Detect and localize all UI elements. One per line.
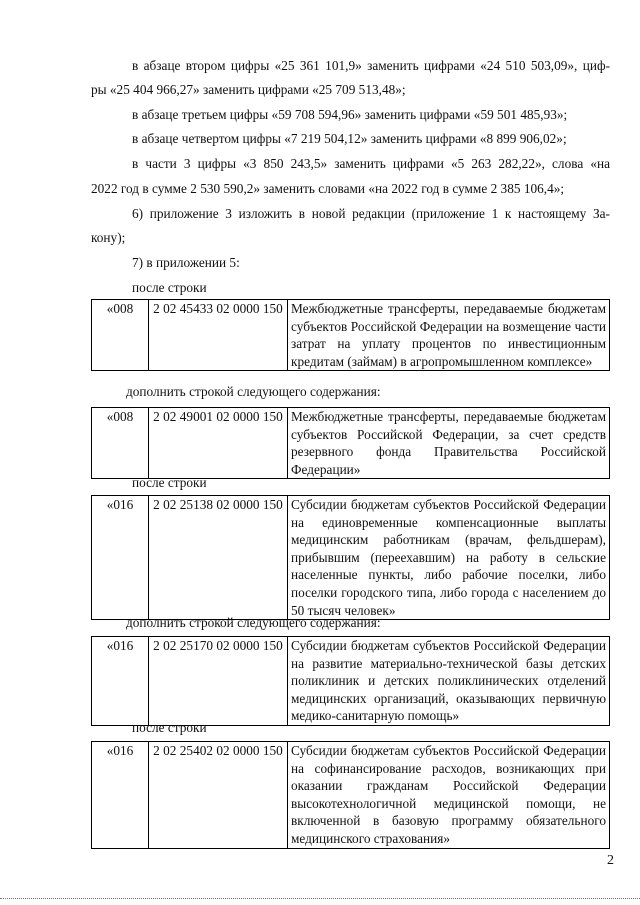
- table-row: [92, 496, 610, 620]
- table-cell-kbk-code: 2 02 49001 02 0000 150: [149, 408, 288, 479]
- budget-table-2: [91, 407, 610, 479]
- table-row: [92, 300, 610, 371]
- table-cell-kbk-code: 2 02 45433 02 0000 150: [149, 300, 288, 371]
- table-cell-description: Субсидии бюджетам субъектов Российской Федерации на развитие материально-технической базы детских поликлиник и детских поликлинических отделений медицинских организаций, оказывающих первичную медико-санитарную помощь»: [288, 637, 610, 726]
- table-cell-kbk-code: 2 02 25138 02 0000 150: [149, 496, 288, 620]
- table-cell-kbk-code: 2 02 25402 02 0000 150: [149, 742, 288, 849]
- paragraph-5-line-2: кону);: [91, 230, 126, 245]
- table-cell-ministry-code: «008: [92, 408, 149, 479]
- table-cell-ministry-code: «008: [92, 300, 149, 371]
- page-number: 2: [607, 853, 614, 868]
- paragraph-3: в абзаце четвертом цифры «7 219 504,12» заменить цифрами «8 899 906,02»;: [132, 131, 567, 146]
- table-cell-ministry-code: «016: [92, 742, 149, 849]
- label-after-row: после строки: [132, 720, 207, 735]
- table-cell-description: Субсидии бюджетам субъектов Российской Федерации на софинансирование расходов, возникающих при оказании гражданам Российской Федерации высокотехнологичной медицинской помощи, не включенной в базовую программу обязательного медицинского страхования»: [288, 742, 610, 849]
- paragraph-6: 7) в приложении 5:: [132, 255, 240, 270]
- table-row: [92, 742, 610, 849]
- paragraph-2: в абзаце третьем цифры «59 708 594,96» заменить цифрами «59 501 485,93»;: [132, 107, 568, 122]
- label-add-row: дополнить строкой следующего содержания:: [126, 384, 381, 399]
- table-cell-kbk-code: 2 02 25170 02 0000 150: [149, 637, 288, 726]
- paragraph-1-line-1: в абзаце втором цифры «25 361 101,9» заменить цифрами «24 510 503,09», циф-: [132, 58, 610, 73]
- table-cell-ministry-code: «016: [92, 637, 149, 726]
- paragraph-1-line-2: ры «25 404 966,27» заменить цифрами «25 709 513,48»;: [91, 82, 406, 97]
- table-cell-description: Межбюджетные трансферты, передаваемые бюджетам субъектов Российской Федерации на возмещение части затрат на уплату процентов по инвестиционным кредитам (займам) в агропромышленном комплексе»: [288, 300, 610, 371]
- page-bottom-rule: [0, 898, 640, 899]
- table-cell-ministry-code: «016: [92, 496, 149, 620]
- label-after-row: после строки: [132, 280, 207, 295]
- label-after-row: после строки: [132, 475, 207, 490]
- budget-table-3: [91, 495, 610, 620]
- label-add-row: дополнить строкой следующего содержания:: [126, 615, 381, 630]
- table-row: [92, 408, 610, 479]
- budget-table-5: [91, 741, 610, 849]
- paragraph-4-line-2: 2022 год в сумме 2 530 590,2» заменить словами «на 2022 год в сумме 2 385 106,4»;: [91, 181, 565, 196]
- table-cell-description: Межбюджетные трансферты, передаваемые бюджетам субъектов Российской Федерации, за счет средств резервного фонда Правительства Российской Федерации»: [288, 408, 610, 479]
- table-cell-description: Субсидии бюджетам субъектов Российской Федерации на единовременные компенсационные выплаты медицинским работникам (врачам, фельдшерам), прибывшим (переехавшим) на работу в сельские населенные пункты, либо рабочие поселки, либо поселки городского типа, либо города с населением до 50 тысяч человек»: [288, 496, 610, 620]
- budget-table-1: [91, 299, 610, 371]
- table-row: [92, 637, 610, 726]
- paragraph-4-line-1: в части 3 цифры «3 850 243,5» заменить цифрами «5 263 282,22», слова «на: [132, 156, 610, 171]
- paragraph-5-line-1: 6) приложение 3 изложить в новой редакции (приложение 1 к настоящему За-: [132, 206, 610, 221]
- budget-table-4: [91, 636, 610, 726]
